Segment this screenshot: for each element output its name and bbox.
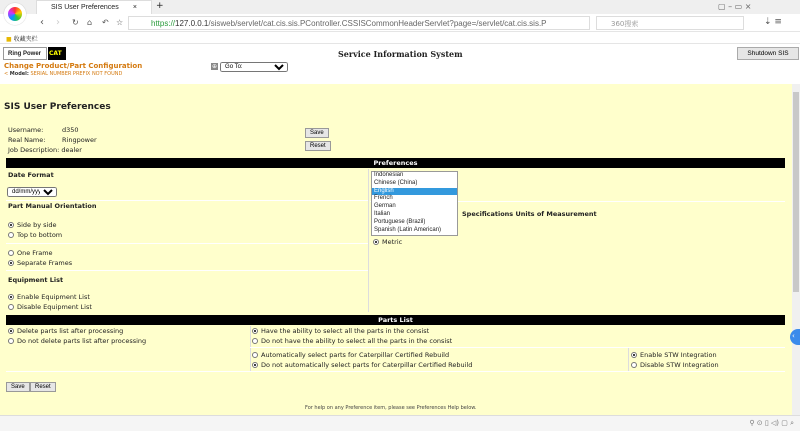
bookmarks-bar	[0, 32, 800, 44]
job-row	[8, 146, 82, 154]
new-tab-button[interactable]: +	[156, 1, 164, 11]
url-host: 127.0.0.1	[175, 19, 209, 28]
close-tab-icon[interactable]: ×	[132, 4, 137, 11]
bookmarks-folder[interactable]: 收藏夹栏	[13, 36, 38, 43]
reload-icon[interactable]: ↻	[72, 18, 79, 27]
radio-enable-equipment[interactable]: Enable Equipment List	[8, 293, 90, 301]
divider	[368, 169, 369, 312]
star-icon[interactable]: ☆	[116, 18, 124, 27]
units-label: Specifications Units of Measurement	[462, 210, 597, 218]
job-label: Job Description:	[8, 146, 60, 154]
url-input[interactable]	[128, 16, 590, 30]
language-option[interactable]: Spanish (Latin American)	[374, 226, 442, 233]
goto-control	[211, 62, 288, 72]
model-label: Model:	[9, 71, 29, 77]
ringpower-logo: Ring Power	[3, 47, 47, 60]
radio-enable-stw[interactable]: Enable STW Integration	[631, 351, 717, 359]
browser-tab[interactable]	[36, 0, 152, 14]
radio-one-frame[interactable]: One Frame	[8, 249, 53, 257]
job-value: dealer	[61, 146, 82, 154]
undo-icon[interactable]: ↶	[102, 18, 109, 27]
change-product-link[interactable]: Change Product/Part Configuration	[4, 62, 143, 70]
divider	[250, 326, 251, 371]
radio-disable-equipment[interactable]: Disable Equipment List	[8, 303, 92, 311]
window-controls[interactable]: ▢ – ▭ ×	[718, 2, 752, 11]
radio-top-to-bottom[interactable]: Top to bottom	[8, 231, 62, 239]
save-button-bottom[interactable]: Save	[6, 382, 30, 392]
language-listbox[interactable]	[371, 171, 458, 236]
scrollbar-thumb[interactable]	[793, 92, 799, 292]
radio-not-delete-parts[interactable]: Do not delete parts list after processing	[8, 337, 146, 345]
language-option[interactable]: Portuguese (Brazil)	[374, 218, 426, 225]
radio-select-all[interactable]: Have the ability to select all the parts in the consist	[252, 327, 429, 335]
folder-icon: ■	[6, 36, 12, 43]
divider	[6, 371, 785, 372]
realname-label: Real Name:	[8, 136, 46, 144]
save-button-top[interactable]: Save	[305, 128, 329, 138]
radio-side-by-side[interactable]: Side by side	[8, 221, 56, 229]
date-format-label: Date Format	[8, 171, 54, 179]
radio-separate-frames[interactable]: Separate Frames	[8, 259, 72, 267]
radio-auto-select[interactable]: Automatically select parts for Caterpillar Certified Rebuild	[252, 351, 449, 359]
reset-button-bottom[interactable]: Reset	[30, 382, 56, 392]
status-bar	[0, 415, 800, 431]
model-value: SERIAL NUMBER PREFIX NOT FOUND	[30, 71, 123, 77]
orientation-label: Part Manual Orientation	[8, 202, 97, 210]
status-icons[interactable]: ⚲ ⊙ ▯ ◁) ▢ ⌕	[749, 419, 794, 427]
realname-row	[8, 136, 97, 144]
divider	[628, 348, 629, 371]
language-option[interactable]: Indonesian	[374, 172, 404, 178]
shutdown-sis-button[interactable]: Shutdown SIS	[737, 47, 799, 60]
username-label: Username:	[8, 126, 44, 134]
divider	[6, 200, 368, 201]
divider	[6, 270, 368, 271]
radio-disable-stw[interactable]: Disable STW Integration	[631, 361, 719, 369]
model-info: < Model: SERIAL NUMBER PREFIX NOT FOUND	[4, 71, 123, 77]
reset-button-top[interactable]: Reset	[305, 141, 331, 151]
search-input[interactable]: 360搜索	[596, 16, 744, 30]
goto-select[interactable]	[220, 62, 288, 72]
language-option[interactable]: German	[374, 203, 396, 210]
home-icon[interactable]: ⌂	[87, 18, 93, 27]
realname-value: Ringpower	[62, 136, 97, 144]
forward-icon[interactable]: ›	[56, 17, 60, 28]
tab-title: SIS User Preferences	[51, 4, 119, 11]
language-option[interactable]: Chinese (China)	[374, 179, 418, 186]
radio-not-auto-select[interactable]: Do not automatically select parts for Caterpillar Certified Rebuild	[252, 361, 472, 369]
system-title: Service Information System	[338, 49, 463, 59]
divider	[6, 243, 368, 244]
equipment-list-label: Equipment List	[8, 276, 64, 284]
browser-logo-icon	[4, 3, 26, 25]
username-row	[8, 126, 79, 134]
language-option[interactable]: French	[374, 195, 393, 202]
page-title: SIS User Preferences	[4, 102, 111, 112]
help-text: For help on any Preference item, please see Preferences Help below.	[305, 405, 477, 411]
url-path: /sisweb/servlet/cat.cis.sis.PController.CSSISCommonHeaderServlet?page=/servlet/cat.cis.sis.P	[208, 19, 547, 28]
parts-list-header: Parts List	[6, 315, 785, 325]
cat-logo: CAT	[48, 47, 66, 60]
language-option[interactable]: Italian	[374, 210, 391, 217]
globe-icon: ⊕	[212, 63, 218, 70]
language-option-selected[interactable]: English	[372, 188, 457, 196]
username-value: d350	[62, 126, 79, 134]
menu-icon[interactable]: ⇣ ≡	[764, 17, 782, 27]
url-scheme: https://	[151, 19, 176, 28]
radio-metric[interactable]: Metric	[373, 238, 402, 246]
date-format-select[interactable]	[7, 187, 57, 197]
radio-delete-parts[interactable]: Delete parts list after processing	[8, 327, 123, 335]
back-icon[interactable]: ‹	[40, 17, 44, 28]
divider	[250, 347, 785, 348]
side-panel-toggle-icon[interactable]: ‹	[790, 329, 800, 345]
radio-not-select-all[interactable]: Do not have the ability to select all the parts in the consist	[252, 337, 452, 345]
preferences-header: Preferences	[6, 158, 785, 168]
